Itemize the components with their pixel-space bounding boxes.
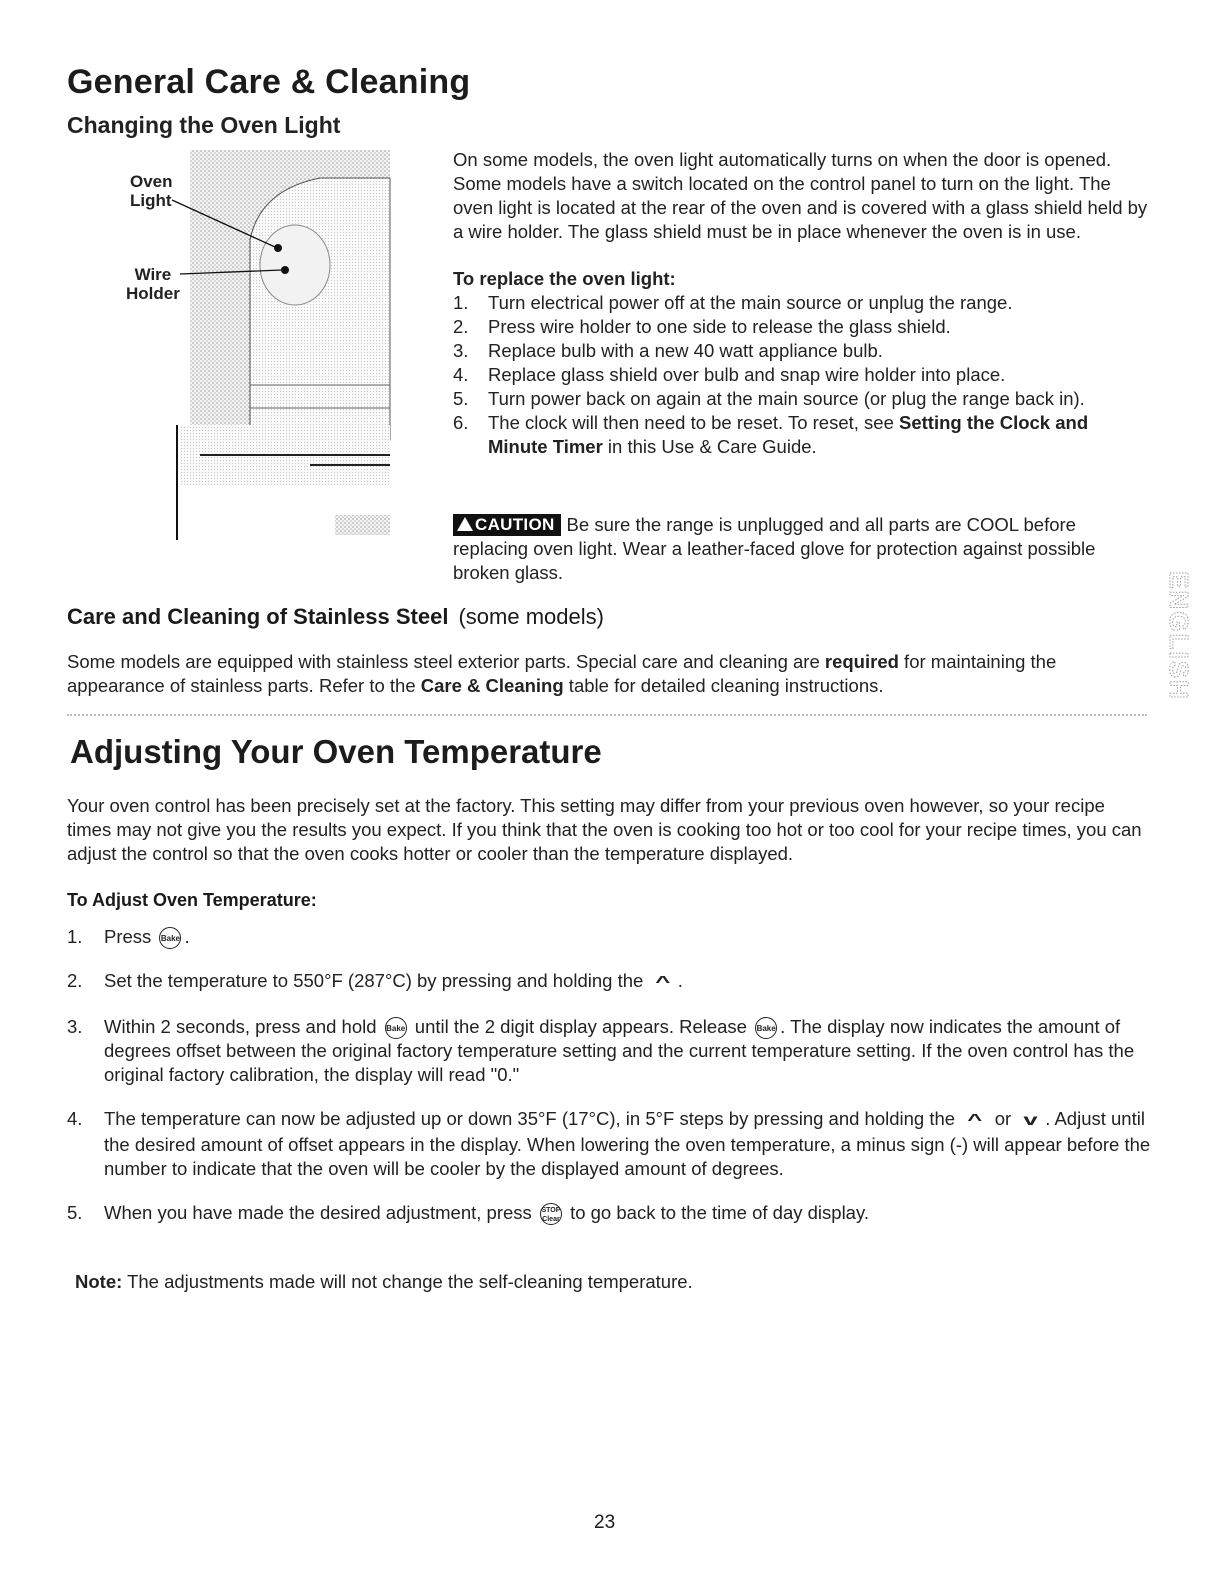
bake-key-icon: Bake — [755, 1017, 777, 1039]
step-number: 1. — [453, 292, 469, 313]
note-label: Note: — [75, 1271, 123, 1292]
step-text: Press — [104, 926, 152, 947]
adjust-steps-heading: To Adjust Oven Temperature: — [67, 890, 317, 910]
section-heading-oven-light: Changing the Oven Light — [67, 112, 341, 138]
step-text: Press wire holder to one side to release the glass shield. — [488, 316, 951, 337]
callout-oven-light — [130, 172, 173, 210]
bake-key-icon: Bake — [385, 1017, 407, 1039]
language-side-tab — [1162, 566, 1192, 706]
stainless-heading-note: (some models) — [458, 604, 604, 629]
step-text-bold: Setting the Clock and Minute Timer — [488, 412, 1089, 457]
step-text: Set the temperature to 550°F (287°C) by pressing and holding the — [104, 970, 644, 992]
list-item — [67, 925, 1152, 949]
down-arrow-icon: v — [1023, 1112, 1038, 1130]
list-item — [453, 363, 1153, 387]
section-divider — [67, 714, 1147, 718]
list-item — [67, 1015, 1152, 1087]
step-number: 3. — [67, 1016, 83, 1038]
stainless-heading-text: Care and Cleaning of Stainless Steel — [67, 604, 449, 629]
step-number: 3. — [453, 340, 469, 361]
step-number: 4. — [67, 1108, 83, 1130]
step-text: Turn power back on again at the main source (or plug the range back in). — [488, 388, 1085, 409]
step-text: The clock will then need to be reset. To reset, see — [488, 412, 899, 433]
list-item — [453, 339, 1153, 363]
callout-label: Wire — [134, 265, 172, 284]
step-number: 2. — [67, 970, 83, 992]
caution-notice — [453, 513, 1153, 585]
step-text: to go back to the time of day display. — [570, 1202, 869, 1224]
replace-light-steps — [453, 291, 1153, 459]
warning-triangle-icon — [457, 517, 473, 531]
side-tab-graphic — [1162, 566, 1192, 706]
replace-light-heading: To replace the oven light: — [453, 268, 676, 289]
step-text: Within 2 seconds, press and hold — [104, 1016, 377, 1038]
section-title-adjust: Adjusting Your Oven Temperature — [70, 733, 602, 770]
step-number: 6. — [453, 412, 469, 433]
body-text-bold: Care & Cleaning — [420, 675, 564, 696]
step-text: . The display now indicates the amount of degrees offset between the original factory temperature setting and the current temperature setting. If the oven control has the original factory calibration, the display will read "0." — [104, 1016, 1135, 1086]
step-text: . — [677, 970, 683, 992]
adjust-note — [75, 1270, 693, 1294]
step-number: 5. — [67, 1202, 83, 1224]
callout-label: Holder — [126, 284, 180, 303]
section-heading-stainless — [67, 603, 604, 631]
list-item — [67, 1107, 1152, 1181]
callout-label: Oven — [130, 172, 173, 191]
up-arrow-icon: ^ — [655, 974, 671, 992]
stop-clear-key-icon — [540, 1203, 562, 1225]
body-text: table for detailed cleaning instructions. — [563, 675, 884, 696]
page-number: 23 — [594, 1512, 616, 1533]
step-text: Turn electrical power off at the main source or unplug the range. — [488, 292, 1013, 313]
step-text: The temperature can now be adjusted up or down 35°F (17°C), in 5°F steps by pressing and holding the — [104, 1108, 956, 1130]
side-tab-label: ENGLISH — [1164, 571, 1192, 701]
step-number: 5. — [453, 388, 469, 409]
up-arrow-icon: ^ — [967, 1112, 983, 1130]
note-text: The adjustments made will not change the self-cleaning temperature. — [122, 1271, 693, 1292]
callout-wire-holder — [126, 265, 180, 303]
caution-label: CAUTION — [475, 515, 555, 534]
caution-text: Be sure the range is unplugged and all parts are COOL before replacing oven light. Wear a leather-faced glove for protection against possible broken glass. — [453, 514, 1096, 583]
stop-key-label: STOP — [541, 1207, 561, 1215]
step-text: or — [994, 1108, 1012, 1130]
clear-key-label: Clear — [542, 1216, 560, 1224]
step-number: 2. — [453, 316, 469, 337]
oven-light-intro: On some models, the oven light automatically turns on when the door is opened. Some models have a switch located on the control panel to turn on the light. The oven light is located at the rear of the oven and is covered with a glass shield held by a wire holder. The glass shield must be in place whenever the oven is in use. — [453, 149, 1148, 242]
list-item — [453, 291, 1153, 315]
list-item — [453, 387, 1153, 411]
body-text: for maintaining the appearance of stainless parts. Refer to the — [67, 651, 1057, 696]
caution-badge — [453, 514, 561, 536]
list-item — [67, 969, 1152, 995]
stainless-body — [67, 650, 1147, 698]
step-text: in this Use & Care Guide. — [602, 436, 817, 457]
adjust-steps — [67, 925, 1152, 1245]
list-item — [453, 411, 1153, 459]
step-text: . — [184, 926, 190, 947]
body-text: Some models are equipped with stainless steel exterior parts. Special care and cleaning are — [67, 651, 825, 672]
step-text: . Adjust until the desired amount of offset appears in the display. When lowering the oven temperature, a minus sign (-) will appear before the number to indicate that the oven will be cooler by the displayed amount of degrees. — [104, 1108, 1151, 1180]
step-text: Replace bulb with a new 40 watt appliance bulb. — [488, 340, 883, 361]
bake-key-icon: Bake — [159, 927, 181, 949]
step-text: Replace glass shield over bulb and snap wire holder into place. — [488, 364, 1006, 385]
step-text: until the 2 digit display appears. Release — [414, 1016, 747, 1038]
list-item — [67, 1201, 1152, 1225]
body-text-bold: required — [824, 651, 899, 672]
step-text: When you have made the desired adjustment, press — [104, 1202, 532, 1224]
oven-light-illustration — [120, 150, 420, 550]
step-number: 1. — [67, 926, 83, 947]
list-item — [453, 315, 1153, 339]
page-title: General Care & Cleaning — [67, 63, 471, 101]
callout-label: Light — [130, 191, 172, 210]
step-number: 4. — [453, 364, 469, 385]
oven-cavity-drawing — [120, 150, 420, 550]
adjust-intro: Your oven control has been precisely set at the factory. This setting may differ from your previous oven however, so your recipe times may not give you the results you expect. If you think that the oven is cooking too hot or too cool for your recipe times, you can adjust the control so that the oven cooks hotter or cooler than the temperature displayed. — [67, 795, 1142, 864]
